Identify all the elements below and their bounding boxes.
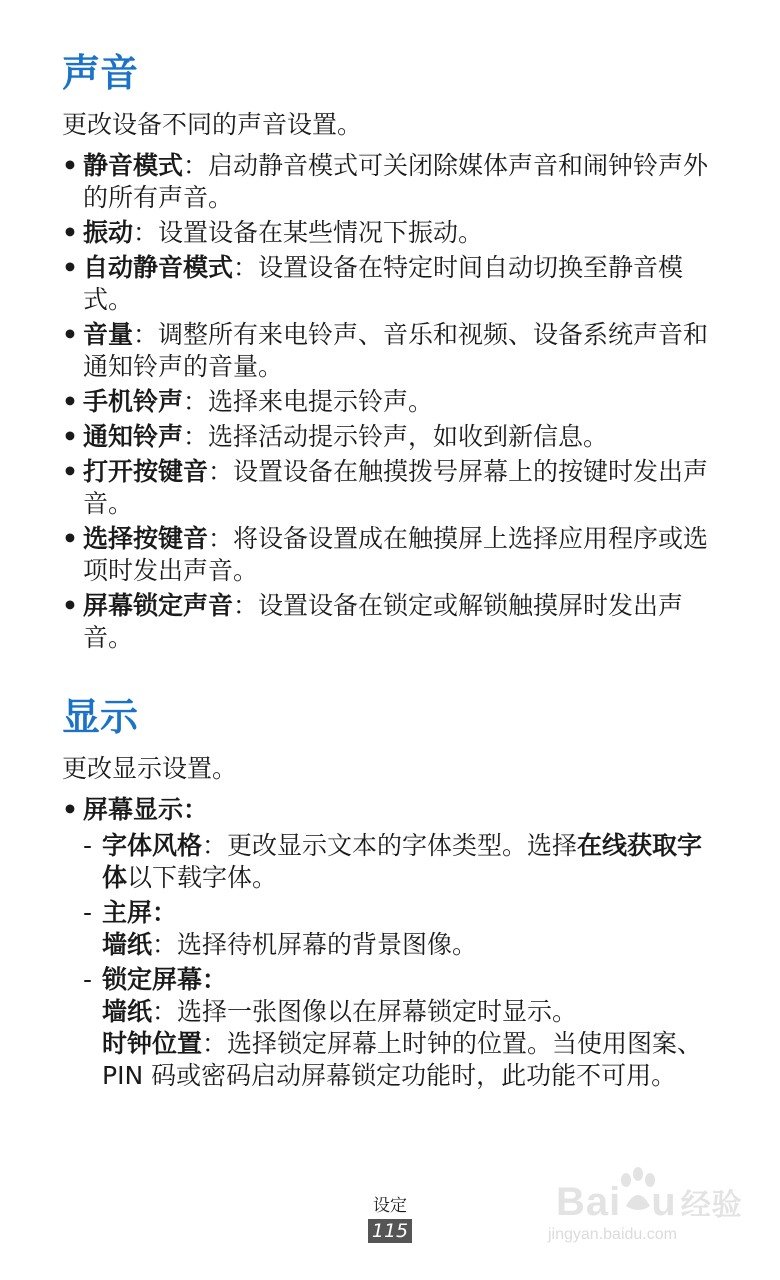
watermark-brand-end: u: [651, 1180, 677, 1224]
wallpaper-term: 墙纸: [102, 930, 153, 959]
list-item: [62, 386, 722, 418]
display-intro: 更改显示设置。: [62, 754, 238, 783]
list-item-screen-display: [62, 794, 722, 1092]
sub-term: 字体风格: [102, 831, 203, 860]
display-section: [62, 692, 722, 1092]
option-term: 振动: [83, 218, 134, 247]
wallpaper-desc: ：选择待机屏幕的背景图像。: [152, 930, 478, 959]
manual-page: [62, 48, 722, 1095]
option-term: 静音模式: [83, 151, 184, 180]
option-term: 自动静音模式: [83, 253, 234, 282]
sound-intro: 更改设备不同的声音设置。: [62, 110, 363, 139]
term-colon: ：: [183, 795, 209, 824]
list-item: [62, 523, 722, 587]
watermark-brand-start: Bai: [556, 1180, 622, 1224]
option-term: 屏幕显示: [83, 795, 184, 824]
baidu-jingyan-watermark: [548, 1160, 748, 1260]
option-desc: ：启动静音模式可关闭除媒体声音和闹钟铃声外的所有声音。: [83, 151, 709, 212]
footer-section-name: 设定: [373, 1196, 407, 1216]
display-options-list: [62, 794, 722, 1092]
clock-position-desc: ：选择锁定屏幕上时钟的位置。当使用图案、PIN 码或密码启动屏幕锁定功能时，此功能不可用。: [102, 1029, 703, 1090]
option-term: 通知铃声: [83, 422, 184, 451]
option-term: 打开按键音: [83, 457, 209, 486]
sub-term: 锁定屏幕: [102, 965, 203, 994]
list-item: [62, 456, 722, 520]
display-section-title: 显示: [62, 695, 139, 739]
sublist-item-home-screen: [83, 897, 722, 961]
online-fonts-option: 在线获取字体: [102, 831, 703, 892]
list-item: [62, 319, 722, 383]
watermark-cn: 经验: [680, 1189, 743, 1222]
sub-desc-end: 以下载字体。: [127, 863, 278, 892]
wallpaper-term: 墙纸: [102, 997, 153, 1026]
option-term: 手机铃声: [83, 387, 184, 416]
list-item: [62, 217, 722, 249]
sound-section-title: 声音: [62, 51, 139, 95]
option-desc: ：将设备设置成在触摸屏上选择应用程序或选项时发出声音。: [83, 524, 709, 585]
term-colon: ：: [152, 898, 178, 927]
clock-position-term: 时钟位置: [102, 1029, 203, 1058]
option-desc: ：设置设备在特定时间自动切换至静音模式。: [83, 253, 684, 314]
option-desc: ：设置设备在锁定或解锁触摸屏时发出声音。: [83, 591, 684, 652]
option-desc: ：调整所有来电铃声、音乐和视频、设备系统声音和通知铃声的音量。: [83, 320, 709, 381]
sub-desc: ：更改显示文本的字体类型。选择: [202, 831, 578, 860]
option-desc: ：设置设备在某些情况下振动。: [133, 218, 484, 247]
wallpaper-desc: ：选择一张图像以在屏幕锁定时显示。: [152, 997, 578, 1026]
sub-term: 主屏: [102, 898, 153, 927]
page-number: 115: [368, 1219, 412, 1243]
clock-position-line: [102, 1028, 722, 1092]
list-item: [62, 421, 722, 453]
option-desc: ：选择来电提示铃声。: [183, 387, 434, 416]
term-colon: ：: [202, 965, 228, 994]
list-item: [62, 252, 722, 316]
screen-display-sublist: [83, 830, 722, 1092]
wallpaper-line: [102, 996, 722, 1028]
option-term: 选择按键音: [83, 524, 209, 553]
sublist-item-lock-screen: [83, 964, 722, 1092]
option-term: 屏幕锁定声音: [83, 591, 234, 620]
option-desc: ：选择活动提示铃声，如收到新信息。: [183, 422, 609, 451]
option-desc: ：设置设备在触摸拨号屏幕上的按键时发出声音。: [83, 457, 709, 518]
wallpaper-line: [102, 929, 722, 961]
watermark-url: jingyan.baidu.com: [548, 1226, 677, 1243]
option-term: 音量: [83, 320, 134, 349]
sublist-item-font-style: [83, 830, 722, 894]
list-item: [62, 150, 722, 214]
sound-options-list: [62, 150, 722, 654]
paw-icon: [618, 1166, 658, 1216]
list-item: [62, 590, 722, 654]
